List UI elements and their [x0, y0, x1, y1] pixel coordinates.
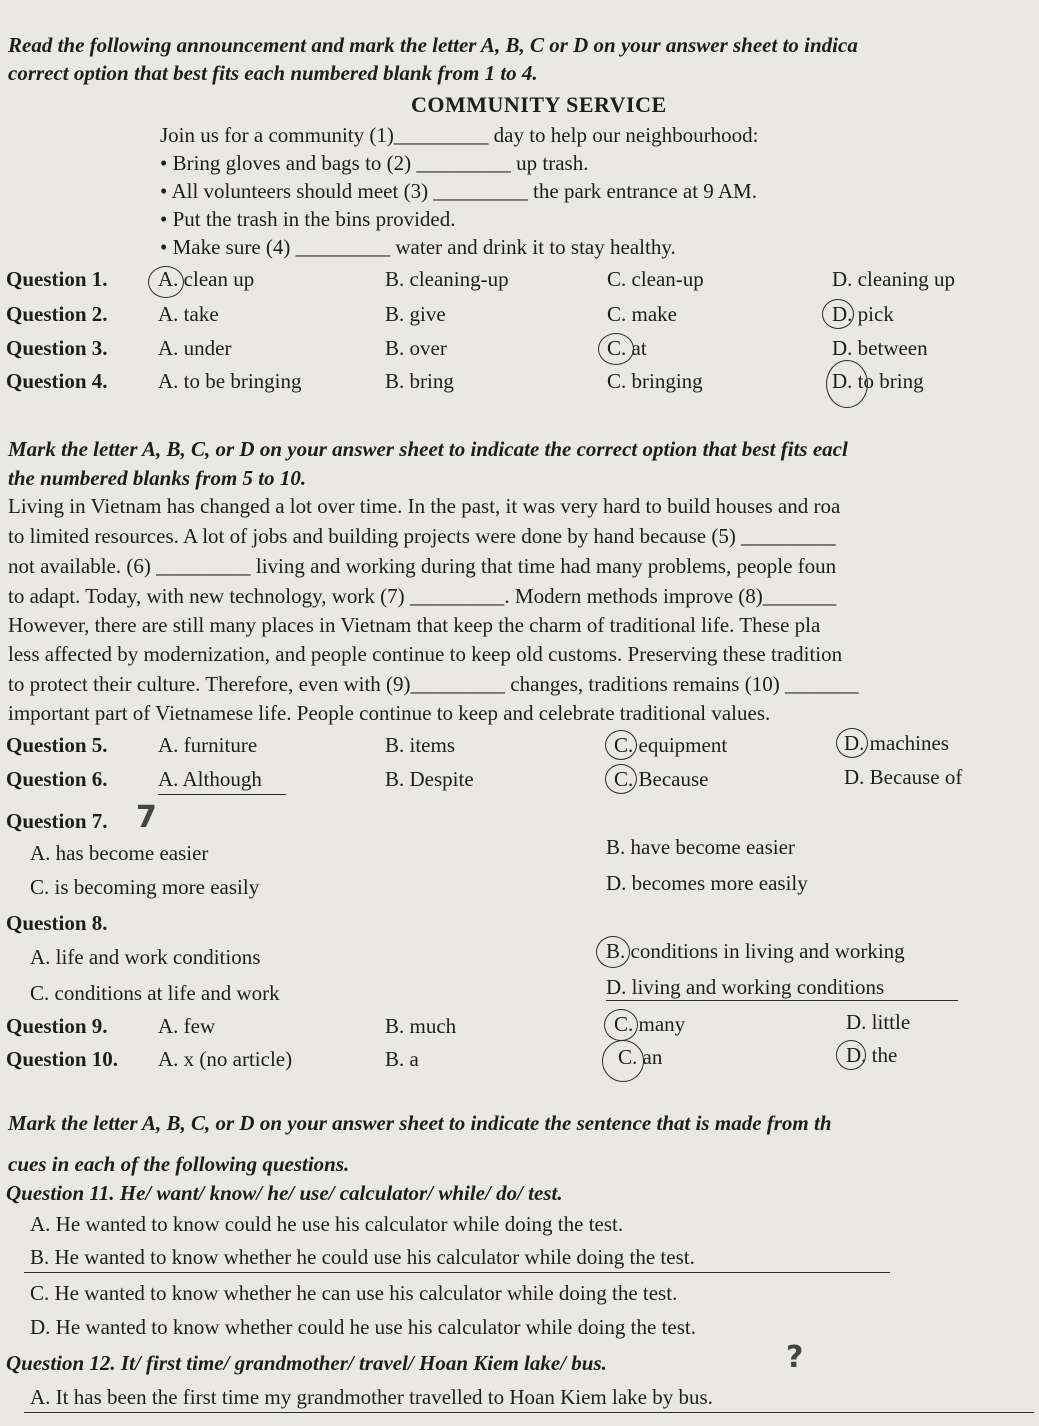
option-b[interactable]: B. have become easier	[606, 835, 795, 859]
option-b[interactable]: B. bring	[385, 369, 454, 393]
question-label: Question 8.	[6, 911, 108, 935]
option-c[interactable]: C. Because	[614, 767, 709, 791]
option-b[interactable]: B. cleaning-up	[385, 267, 509, 291]
passage-line: to protect their culture. Therefore, even with (9)_________ changes, traditions remains (10) _______	[8, 672, 859, 696]
question-prompt: Question 12. It/ first time/ grandmother/ travel/ Hoan Kiem lake/ bus.	[6, 1351, 607, 1375]
option-a[interactable]: A. It has been the first time my grandmother travelled to Hoan Kiem lake by bus.	[30, 1385, 713, 1409]
question-label: Question 9.	[6, 1014, 108, 1038]
option-c[interactable]: C. many	[614, 1012, 686, 1036]
announcement-line: • Make sure (4) _________ water and drink it to stay healthy.	[160, 235, 676, 259]
answer-underline	[24, 1272, 890, 1273]
question-label: Question 3.	[6, 336, 108, 360]
option-c[interactable]: C. an	[618, 1045, 663, 1069]
option-c[interactable]: C. conditions at life and work	[30, 981, 280, 1005]
option-b[interactable]: B. He wanted to know whether he could use his calculator while doing the test.	[30, 1245, 695, 1269]
handwritten-seven: 7	[136, 800, 157, 835]
section3-instruction-line2: cues in each of the following questions.	[8, 1152, 350, 1176]
question-label: Question 5.	[6, 733, 108, 757]
option-d[interactable]: D. little	[846, 1010, 911, 1034]
passage-line: less affected by modernization, and people continue to keep old customs. Preserving these tradition	[8, 642, 843, 666]
handwritten-question-mark: ?	[786, 1340, 804, 1375]
option-d[interactable]: D. between	[832, 336, 928, 360]
option-a[interactable]: A. under	[158, 336, 232, 360]
announcement-line: Join us for a community (1)_________ day to help our neighbourhood:	[160, 123, 759, 147]
option-c[interactable]: C. equipment	[614, 733, 728, 757]
question-prompt: Question 11. He/ want/ know/ he/ use/ calculator/ while/ do/ test.	[6, 1181, 563, 1205]
option-b[interactable]: B. over	[385, 336, 447, 360]
option-a[interactable]: A. has become easier	[30, 841, 209, 865]
question-label: Question 7.	[6, 809, 108, 833]
question-label: Question 2.	[6, 302, 108, 326]
option-c[interactable]: C. bringing	[607, 369, 703, 393]
passage-line: to limited resources. A lot of jobs and building projects were done by hand because (5) _________	[8, 524, 836, 548]
option-a[interactable]: A. life and work conditions	[30, 945, 261, 969]
option-d[interactable]: D. to bring	[832, 369, 924, 393]
option-b[interactable]: B. items	[385, 733, 456, 757]
option-a[interactable]: A. He wanted to know could he use his calculator while doing the test.	[30, 1212, 624, 1236]
answer-underline	[158, 794, 286, 795]
option-d[interactable]: D. the	[846, 1043, 898, 1067]
announcement-title: COMMUNITY SERVICE	[411, 92, 667, 117]
option-a[interactable]: A. Although	[158, 767, 262, 791]
option-b[interactable]: B. a	[385, 1047, 419, 1071]
option-b[interactable]: B. conditions in living and working	[606, 939, 905, 963]
answer-underline	[606, 1000, 958, 1001]
option-b[interactable]: B. Despite	[385, 767, 474, 791]
option-d[interactable]: D. living and working conditions	[606, 975, 885, 999]
option-d[interactable]: D. becomes more easily	[606, 871, 808, 895]
option-a[interactable]: A. furniture	[158, 733, 258, 757]
option-b[interactable]: B. give	[385, 302, 446, 326]
option-a[interactable]: A. x (no article)	[158, 1047, 293, 1071]
option-a[interactable]: A. few	[158, 1014, 216, 1038]
question-label: Question 10.	[6, 1047, 119, 1071]
passage-line: However, there are still many places in Vietnam that keep the charm of traditional life. These pla	[8, 613, 821, 637]
passage-line: important part of Vietnamese life. People continue to keep and celebrate traditional values.	[8, 701, 771, 725]
announcement-line: • All volunteers should meet (3) _________ the park entrance at 9 AM.	[160, 179, 757, 203]
option-a[interactable]: A. take	[158, 302, 219, 326]
passage-line: Living in Vietnam has changed a lot over time. In the past, it was very hard to build houses and roa	[8, 494, 841, 518]
question-label: Question 6.	[6, 767, 108, 791]
option-d[interactable]: D. pick	[832, 302, 894, 326]
option-c[interactable]: C. clean-up	[607, 267, 704, 291]
answer-underline	[24, 1412, 1034, 1413]
section3-instruction-line1: Mark the letter A, B, C, or D on your answer sheet to indicate the sentence that is made from th	[8, 1111, 832, 1135]
option-a[interactable]: A. to be bringing	[158, 369, 302, 393]
passage-line: to adapt. Today, with new technology, work (7) _________. Modern methods improve (8)_______	[8, 584, 837, 608]
announcement-line: • Put the trash in the bins provided.	[160, 207, 456, 231]
option-c[interactable]: C. is becoming more easily	[30, 875, 260, 899]
section1-instruction-line1: Read the following announcement and mark the letter A, B, C or D on your answer sheet to indica	[8, 33, 858, 57]
announcement-line: • Bring gloves and bags to (2) _________ up trash.	[160, 151, 589, 175]
option-c[interactable]: C. make	[607, 302, 677, 326]
option-d[interactable]: D. cleaning up	[832, 267, 956, 291]
option-d[interactable]: D. machines	[844, 731, 949, 755]
section1-instruction-line2: correct option that best fits each numbered blank from 1 to 4.	[8, 61, 538, 85]
section2-instruction-line1: Mark the letter A, B, C, or D on your answer sheet to indicate the correct option that best fits eacl	[8, 437, 848, 461]
passage-line: not available. (6) _________ living and working during that time had many problems, people foun	[8, 554, 837, 578]
option-a[interactable]: A. clean up	[158, 267, 255, 291]
option-d[interactable]: D. He wanted to know whether could he use his calculator while doing the test.	[30, 1315, 696, 1339]
option-c[interactable]: C. at	[607, 336, 647, 360]
question-label: Question 1.	[6, 267, 108, 291]
option-d[interactable]: D. Because of	[844, 765, 963, 789]
section2-instruction-line2: the numbered blanks from 5 to 10.	[8, 466, 307, 490]
option-c[interactable]: C. He wanted to know whether he can use his calculator while doing the test.	[30, 1281, 678, 1305]
option-b[interactable]: B. much	[385, 1014, 457, 1038]
question-label: Question 4.	[6, 369, 108, 393]
